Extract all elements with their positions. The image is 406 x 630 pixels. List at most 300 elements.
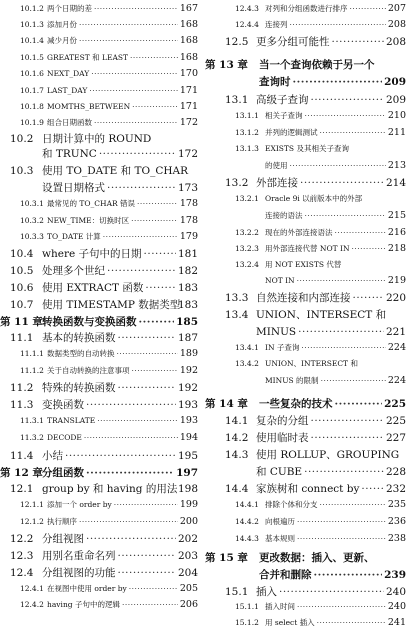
toc-entry <box>0 465 198 481</box>
dot-leader <box>118 380 176 396</box>
section-number: 13.2.4 <box>235 260 259 269</box>
section-number: 13.1.3 <box>235 144 259 153</box>
chapter-title: 当一个查询依赖于另一个 <box>259 59 375 71</box>
toc-entry <box>205 74 406 90</box>
toc-entry <box>0 2 198 16</box>
section-title: 使用 TO_DATE 和 TO_CHAR <box>42 165 189 177</box>
page-number: 192 <box>177 382 198 394</box>
dot-leader <box>117 347 178 361</box>
section-title: 用 NOT EXISTS 代替 <box>265 260 342 269</box>
dot-leader <box>320 126 386 140</box>
section-title: 现在的外部连接语法 <box>265 228 333 237</box>
toc-entry <box>205 584 406 600</box>
page-number: 182 <box>177 265 198 277</box>
dot-leader <box>297 600 386 614</box>
page-number: 216 <box>387 227 406 238</box>
toc-entry <box>205 18 406 32</box>
section-title: MINUS <box>256 326 297 338</box>
page-number: 224 <box>387 342 406 353</box>
page-number: 213 <box>387 160 406 171</box>
dot-leader <box>317 616 386 630</box>
dot-leader <box>305 209 386 223</box>
dot-leader <box>144 246 176 262</box>
toc-entry <box>205 209 406 223</box>
dot-leader <box>79 18 178 32</box>
chapter-title: 更改数据：插入、更新、 <box>259 552 375 564</box>
section-number: 10.2 <box>10 133 34 145</box>
page-number: 241 <box>387 617 406 628</box>
dot-leader <box>314 567 383 583</box>
toc-entry <box>205 57 406 73</box>
page-number: 207 <box>387 3 406 14</box>
section-title: DECODE <box>47 433 82 442</box>
page-number: 172 <box>179 117 198 128</box>
section-title: GREATEST 和 LEAST <box>47 53 129 62</box>
page-number: 199 <box>179 499 198 510</box>
toc-entry <box>0 230 198 244</box>
toc-entry <box>0 481 198 497</box>
dot-leader <box>311 92 384 108</box>
section-number: 11.4 <box>10 450 34 462</box>
section-number: 10.1.7 <box>20 86 44 95</box>
section-number: 14.4 <box>225 483 249 495</box>
page-number: 215 <box>387 210 406 221</box>
section-title: 和 CUBE <box>256 466 303 478</box>
section-title: 分组视图的功能 <box>42 567 116 579</box>
toc-entry <box>0 531 198 547</box>
toc-entry <box>205 109 406 123</box>
section-number: 11.1.2 <box>20 366 44 375</box>
chapter-number: 第 13 章 <box>205 59 248 71</box>
toc-entry <box>205 447 406 463</box>
page-number: 192 <box>179 365 198 376</box>
toc-entry <box>0 263 198 279</box>
toc-entry <box>0 280 198 296</box>
dot-leader <box>122 598 178 612</box>
page-number: 225 <box>385 415 406 427</box>
dot-leader <box>335 226 386 240</box>
dot-leader <box>305 109 386 123</box>
page-number: 183 <box>177 282 198 294</box>
toc-entry <box>205 226 406 240</box>
section-number: 11.2 <box>10 382 34 394</box>
toc-entry <box>0 214 198 228</box>
section-number: 10.1.4 <box>20 36 44 45</box>
dot-leader <box>131 214 178 228</box>
page-number: 168 <box>179 19 198 30</box>
section-number: 13.1.2 <box>235 128 259 137</box>
page-number: 232 <box>385 483 406 495</box>
page-number: 225 <box>384 398 406 410</box>
page-number: 179 <box>179 231 198 242</box>
toc-entry <box>205 324 406 340</box>
section-title: 连接列 <box>265 20 288 29</box>
section-title: 基本的转换函数 <box>42 332 116 344</box>
section-number: 12.5 <box>225 36 249 48</box>
section-number: 10.1.3 <box>20 20 44 29</box>
page-number: 189 <box>179 348 198 359</box>
toc-entry <box>0 297 198 313</box>
toc-entry <box>205 616 406 630</box>
dot-leader <box>297 532 386 546</box>
chapter-number: 第 11 章 <box>0 316 43 328</box>
page-number: 197 <box>176 467 198 479</box>
toc-entry <box>205 341 406 355</box>
page-number: 210 <box>387 110 406 121</box>
section-title: 外部连接 <box>256 177 298 189</box>
dot-leader <box>94 116 178 130</box>
dot-leader <box>86 531 176 547</box>
section-number: 12.3 <box>10 550 34 562</box>
section-number: 12.4.2 <box>20 600 44 609</box>
page-number: 205 <box>179 583 198 594</box>
dot-leader <box>332 34 384 50</box>
section-number: 13.4.2 <box>235 359 259 368</box>
section-title: 组合日期函数 <box>47 118 92 127</box>
section-title: 更多分组可能性 <box>256 36 330 48</box>
toc-entry <box>205 550 406 566</box>
page-number: 181 <box>177 248 198 260</box>
page-number: 168 <box>179 52 198 63</box>
dot-leader <box>99 146 176 162</box>
section-number: 14.4.2 <box>235 517 259 526</box>
page-number: 240 <box>387 601 406 612</box>
section-title: LAST_DAY <box>47 86 88 95</box>
dot-leader <box>298 324 384 340</box>
page-number: 206 <box>179 599 198 610</box>
toc-entry <box>0 380 198 396</box>
toc-entry <box>0 18 198 32</box>
page-number: 211 <box>387 127 406 138</box>
toc-entry <box>205 192 406 206</box>
section-title: 用别名重命名列 <box>42 550 116 562</box>
dot-leader <box>114 498 178 512</box>
section-number: 15.1 <box>225 586 249 598</box>
section-number: 13.4 <box>225 309 249 321</box>
page-number: 220 <box>385 292 406 304</box>
section-number: 12.1.1 <box>20 500 44 509</box>
section-title: TRANSLATE <box>47 416 96 425</box>
section-number: 14.3 <box>225 449 249 461</box>
toc-entry <box>205 92 406 108</box>
section-title: 向根遍历 <box>265 517 295 526</box>
toc-entry <box>0 498 198 512</box>
toc-entry <box>0 515 198 529</box>
section-title: 排除个体和分支 <box>265 500 318 509</box>
section-title: 和 TRUNC <box>42 148 97 160</box>
page-number: 209 <box>384 76 406 88</box>
section-number: 13.2 <box>225 177 249 189</box>
chapter-number: 第 12 章 <box>0 467 43 479</box>
page-number: 218 <box>387 243 406 254</box>
toc-entry <box>205 159 406 173</box>
page-number: 239 <box>384 569 406 581</box>
section-title: 的使用 <box>265 161 288 170</box>
section-number: 11.1 <box>10 332 34 344</box>
page-number: 224 <box>387 375 406 386</box>
chapter-title: 查询时 <box>259 76 291 88</box>
section-number: 14.2 <box>225 432 249 444</box>
section-number: 10.3.1 <box>20 199 44 208</box>
page-number: 202 <box>177 533 198 545</box>
dot-leader <box>89 84 177 98</box>
section-number: 14.4.1 <box>235 500 259 509</box>
dot-leader <box>107 180 176 196</box>
page-number: 187 <box>177 332 198 344</box>
dot-leader <box>118 565 176 581</box>
section-number: 10.3 <box>10 165 34 177</box>
dot-leader <box>293 74 383 90</box>
section-title: 日期计算中的 ROUND <box>42 133 152 145</box>
section-title: 使用临时表 <box>256 432 309 444</box>
toc-entry <box>0 84 198 98</box>
section-title: 小结 <box>42 450 63 462</box>
section-title: 基本规则 <box>265 534 295 543</box>
dot-leader <box>129 582 178 596</box>
dot-leader <box>86 465 174 481</box>
section-number: 14.1 <box>225 415 249 427</box>
section-title: 复杂的分组 <box>256 415 309 427</box>
page-number: 193 <box>177 399 198 411</box>
page-number: 185 <box>176 316 198 328</box>
section-number: 10.1.6 <box>20 69 44 78</box>
section-title: 插入 <box>256 586 277 598</box>
toc-entry <box>0 414 198 428</box>
section-title: MINUS 的限制 <box>265 376 319 385</box>
dot-leader <box>145 280 176 296</box>
section-title: MOMTHS_BETWEEN <box>47 102 131 111</box>
page-number: 198 <box>177 483 198 495</box>
section-number: 13.2.1 <box>235 194 259 203</box>
page-number: 168 <box>179 35 198 46</box>
page-number: 171 <box>179 85 198 96</box>
dot-leader <box>279 584 384 600</box>
toc-entry <box>0 347 198 361</box>
section-title: 两个日期的差 <box>47 4 92 13</box>
section-number: 12.2 <box>10 533 34 545</box>
dot-leader <box>290 159 386 173</box>
section-number: 12.1.2 <box>20 517 44 526</box>
section-title: TO_DATE 计算 <box>47 232 101 241</box>
toc-entry <box>0 548 198 564</box>
section-title: IN 子查询 <box>265 343 300 352</box>
toc-entry <box>0 565 198 581</box>
toc-entry <box>205 515 406 529</box>
section-title: 数据类型的自动转换 <box>47 349 115 358</box>
section-number: 11.3.2 <box>20 433 44 442</box>
toc-entry <box>205 357 406 371</box>
section-number: 12.4.4 <box>235 20 259 29</box>
dot-leader <box>304 464 384 480</box>
section-title: NEW_TIME：切换时区 <box>47 216 130 225</box>
section-number: 10.1.5 <box>20 53 44 62</box>
section-number: 10.1.8 <box>20 102 44 111</box>
chapter-number: 第 14 章 <box>205 398 248 410</box>
toc-entry <box>205 396 406 412</box>
section-title: 对列和分组函数进行排序 <box>265 4 348 13</box>
section-number: 13.2.3 <box>235 244 259 253</box>
section-number: 10.5 <box>10 265 34 277</box>
toc-entry <box>205 34 406 50</box>
page-number: 208 <box>385 36 406 48</box>
dot-leader <box>79 515 178 529</box>
section-title: 并列的逻辑测试 <box>265 128 318 137</box>
dot-leader <box>301 341 385 355</box>
section-number: 13.1 <box>225 94 249 106</box>
dot-leader <box>297 274 386 288</box>
page-number: 183 <box>177 299 198 311</box>
toc-entry <box>205 307 406 323</box>
toc-entry <box>0 448 198 464</box>
page-number: 178 <box>179 198 198 209</box>
toc-entry <box>205 567 406 583</box>
section-number: 11.3.1 <box>20 416 44 425</box>
toc-entry <box>205 464 406 480</box>
dot-leader <box>107 263 176 279</box>
toc-entry <box>0 364 198 378</box>
page-number: 200 <box>179 516 198 527</box>
page-number: 173 <box>177 182 198 194</box>
toc-entry <box>0 598 198 612</box>
section-number: 11.3 <box>10 399 34 411</box>
section-title: 执行顺序 <box>47 517 77 526</box>
dot-leader <box>132 364 178 378</box>
dot-leader <box>311 413 384 429</box>
dot-leader <box>84 431 178 445</box>
toc-entry <box>0 51 198 65</box>
page-number: 204 <box>177 567 198 579</box>
page-number: 171 <box>179 101 198 112</box>
toc-entry <box>0 314 198 330</box>
dot-leader <box>79 34 178 48</box>
dot-leader <box>352 242 386 256</box>
dot-leader <box>97 414 178 428</box>
section-title: 连接的语法 <box>265 211 303 220</box>
page-number: 172 <box>177 148 198 160</box>
section-title: NOT IN <box>265 276 295 285</box>
page-number: 203 <box>177 550 198 562</box>
page-number: 221 <box>385 326 406 338</box>
page-number: 214 <box>385 177 406 189</box>
chapter-title: 一些复杂的技术 <box>259 398 333 410</box>
toc-entry <box>0 116 198 130</box>
dot-leader <box>103 230 178 244</box>
section-title: 用 select 插入 <box>265 618 315 627</box>
section-number: 12.4.3 <box>235 4 259 13</box>
dot-leader <box>118 548 176 564</box>
page-number: 194 <box>179 432 198 443</box>
dot-leader <box>321 374 386 388</box>
toc-entry <box>205 242 406 256</box>
page-number: 219 <box>387 275 406 286</box>
section-number: 13.4.1 <box>235 343 259 352</box>
chapter-title: 分组函数 <box>42 467 84 479</box>
section-title: 使用 ROLLUP、GROUPING <box>256 449 400 461</box>
page-number: 208 <box>387 19 406 30</box>
section-number: 11.1.1 <box>20 349 44 358</box>
toc-entry <box>0 131 198 147</box>
dot-leader <box>320 498 386 512</box>
dot-leader <box>353 290 384 306</box>
section-title: 在视图中使用 order by <box>47 584 127 593</box>
page-number: 228 <box>385 466 406 478</box>
chapter-number: 第 15 章 <box>205 552 248 564</box>
section-title: UNION、INTERSECT 和 <box>265 359 358 368</box>
section-number: 10.3.3 <box>20 232 44 241</box>
section-number: 13.3 <box>225 292 249 304</box>
toc-entry <box>205 258 406 272</box>
toc-entry <box>205 126 406 140</box>
section-title: 最常见的 TO_CHAR 错误 <box>47 199 136 208</box>
page-number: 227 <box>385 432 406 444</box>
section-title: 处理多个世纪 <box>42 265 105 277</box>
toc-entry <box>205 532 406 546</box>
section-title: 分组视图 <box>42 533 84 545</box>
section-number: 15.1.2 <box>235 618 259 627</box>
toc-entry <box>205 175 406 191</box>
dot-leader <box>132 100 178 114</box>
section-number: 13.1.1 <box>235 111 259 120</box>
chapter-title: 转换函数与变换函数 <box>42 316 137 328</box>
dot-leader <box>94 2 178 16</box>
toc-entry <box>205 2 406 16</box>
section-title: NEXT_DAY <box>47 69 90 78</box>
page-number: 167 <box>179 3 198 14</box>
section-title: UNION、INTERSECT 和 <box>256 309 387 321</box>
section-title: 插入时间 <box>265 602 295 611</box>
section-number: 12.1 <box>10 483 34 495</box>
section-number: 10.1.9 <box>20 118 44 127</box>
toc-entry <box>205 498 406 512</box>
section-title: 高级子查询 <box>256 94 309 106</box>
dot-leader <box>350 2 386 16</box>
dot-leader <box>86 397 176 413</box>
dot-leader <box>139 314 175 330</box>
toc-entry <box>0 34 198 48</box>
section-title: 特殊的转换函数 <box>42 382 116 394</box>
dot-leader <box>137 197 178 211</box>
dot-leader <box>65 448 176 464</box>
dot-leader <box>300 175 384 191</box>
section-title: 自然连接和内部连接 <box>256 292 351 304</box>
toc-entry <box>0 100 198 114</box>
section-title: 使用 EXTRACT 函数 <box>42 282 144 294</box>
page-number: 238 <box>387 533 406 544</box>
section-title: 相关子查询 <box>265 111 303 120</box>
section-title: 减少月份 <box>47 36 77 45</box>
page-number: 235 <box>387 499 406 510</box>
chapter-title: 合并和删除 <box>259 569 312 581</box>
section-title: 用外部连接代替 NOT IN <box>265 244 350 253</box>
toc-entry <box>205 481 406 497</box>
toc-entry <box>0 180 198 196</box>
section-title: Oracle 9i 以前版本中的外部 <box>265 194 363 203</box>
section-number: 10.3.2 <box>20 216 44 225</box>
dot-leader <box>335 396 383 412</box>
toc-entry <box>205 274 406 288</box>
section-title: group by 和 having 的用法 <box>42 483 178 495</box>
toc-entry <box>0 197 198 211</box>
section-title: 变换函数 <box>42 399 84 411</box>
toc-entry <box>0 146 198 162</box>
section-title: 添加一个 order by <box>47 500 112 509</box>
dot-leader <box>118 330 176 346</box>
page-number: 236 <box>387 516 406 527</box>
page-number: 193 <box>179 415 198 426</box>
section-title: 关于自动转换的注意事项 <box>47 366 130 375</box>
dot-leader <box>297 515 386 529</box>
toc-entry <box>205 290 406 306</box>
